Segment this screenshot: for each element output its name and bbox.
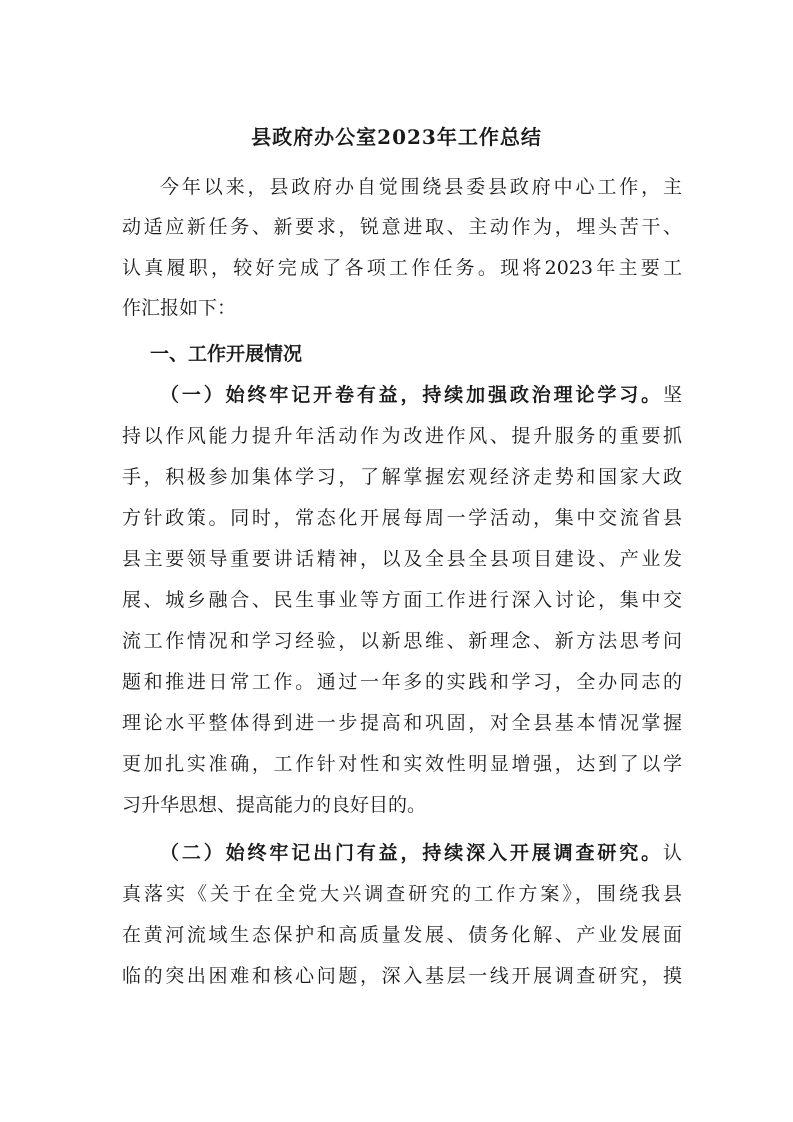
subsection-1-line: 持以作风能力提升年活动作为改进作风、提升服务的重要抓 — [122, 425, 682, 447]
intro-line-3: 认真履职，较好完成了各项工作任务。现将2023年主要工 — [122, 257, 682, 279]
subsection-2-line: 临的突出困难和核心问题，深入基层一线开展调查研究，摸 — [122, 965, 682, 987]
document-title: 县政府办公室2023年工作总结 — [251, 125, 542, 149]
subsection-2-first-tail: 认 — [662, 842, 682, 864]
subsection-1-line: 理论水平整体得到进一步提高和巩固，对全县基本情况掌握 — [122, 712, 682, 734]
intro-line-1: 今年以来，县政府办自觉围绕县委县政府中心工作，主 — [160, 176, 682, 198]
intro-line-4: 作汇报如下： — [122, 297, 237, 319]
subsection-1-line: 题和推进日常工作。通过一年多的实践和学习，全办同志的 — [122, 671, 682, 693]
subsection-1-line: 习升华思想、提高能力的良好目的。 — [122, 794, 427, 816]
section-heading: 一、工作开展情况 — [150, 343, 303, 365]
subsection-1-line: 更加扎实准确，工作针对性和实效性明显增强，达到了以学 — [122, 753, 682, 775]
subsection-1-line: 流工作情况和学习经验，以新思维、新理念、新方法思考问 — [122, 630, 682, 652]
subsection-2-line: 在黄河流域生态保护和高质量发展、债务化解、产业发展面 — [122, 924, 682, 946]
intro-line-2: 动适应新任务、新要求，锐意进取、主动作为，埋头苦干、 — [122, 216, 682, 238]
subsection-1-line: 方针政策。同时，常态化开展每周一学活动，集中交流省县 — [122, 507, 682, 529]
subsection-1-line: 手，积极参加集体学习，了解掌握宏观经济走势和国家大政 — [122, 466, 682, 488]
subsection-1-line: 展、城乡融合、民生事业等方面工作进行深入讨论，集中交 — [122, 589, 682, 611]
subsection-1-line: 县主要领导重要讲话精神，以及全县全县项目建设、产业发 — [122, 548, 682, 570]
subsection-1-first-tail: 坚 — [662, 384, 682, 406]
subsection-1-heading: （一）始终牢记开卷有益，持续加强政治理论学习。 — [160, 384, 663, 406]
subsection-2-first-line — [160, 833, 682, 873]
subsection-2-heading: （二）始终牢记出门有益，持续深入开展调查研究。 — [160, 842, 663, 864]
subsection-1-first-line — [160, 375, 682, 415]
subsection-2-line: 真落实《关于在全党大兴调查研究的工作方案》，围绕我县 — [122, 883, 682, 905]
